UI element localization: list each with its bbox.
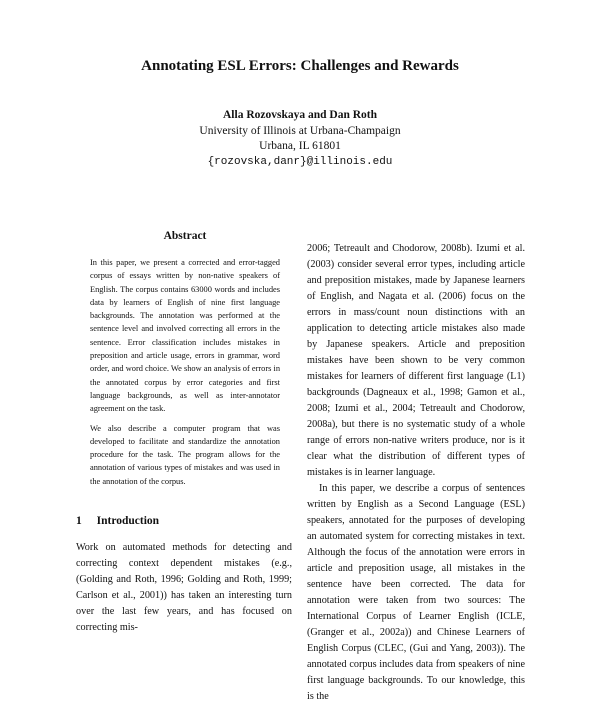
section-heading-introduction (76, 515, 159, 527)
paper-title: Annotating ESL Errors: Challenges and Rewards (141, 58, 459, 74)
author-affiliation: University of Illinois at Urbana-Champaign (199, 124, 401, 137)
introduction-body (76, 540, 292, 636)
body-paragraph: 2006; Tetreault and Chodorow, 2008b). Izumi et al. (2003) consider several error types, including article and preposition mistakes, made by Japanese learners of English, and Nagata et al. (2006) focus on the errors in mass/count noun distinctions with an application to detecting article mistakes also made by Japanese speakers. Article and preposition mistakes have been shown to be very common mistakes for learners of different first language (L1) backgrounds (Dagneaux et al., 1998; Gamon et al., 2008; Izumi et al., 2004; Tetreault and Chodorow, 2008a), but there is no systematic study of a whole range of errors non-native writers produce, nor is it clear what the distribution of different types of mistakes is in learner language. (307, 243, 525, 478)
right-column-body (307, 241, 525, 705)
abstract-body (90, 256, 280, 488)
section-title: Introduction (96, 515, 160, 527)
body-paragraph: In this paper, we describe a corpus of sentences written by English as a Second Language (ESL) speakers, annotated for the purposes of developing an automated system for correcting mistakes in text. Although the focus of the annotation were errors in article and preposition usage, all mistakes in the sentence have been corrected. The data for annotation were taken from two sources: The International Corpus of Learner English (ICLE, (Granger et al., 2002a)) and Chinese Learners of English Corpus (CLEC, (Gui and Yang, 2003)). The annotated corpus includes data from speakers of nine first language backgrounds. To our knowledge, this is the (307, 483, 525, 702)
author-block (0, 108, 600, 170)
abstract-heading: Abstract (163, 230, 207, 242)
author-email: {rozovska,danr}@illinois.edu (207, 155, 393, 168)
author-names: Alla Rozovskaya and Dan Roth (223, 109, 377, 121)
abstract-paragraph: We also describe a computer program that was developed to facilitate and standardize the annotation procedure for the task. The program allows for the annotation of various types of mistakes and was used in the annotation of the corpus. (90, 423, 280, 486)
body-paragraph: Work on automated methods for detecting and correcting context dependent mistakes (e.g., (Golding and Roth, 1996; Golding and Roth, 1999; Carlson et al., 2001)) has taken an interesting turn over the last few years, and has focused on correcting mis- (76, 542, 292, 633)
author-address: Urbana, IL 61801 (259, 140, 341, 152)
section-number: 1 (76, 515, 82, 527)
abstract-paragraph: In this paper, we present a corrected and error-tagged corpus of essays written by non-native speakers of English. The corpus contains 63000 words and includes data by learners of English of nine first language backgrounds. The annotation was performed at the sentence level and involved correcting all errors in the sentence. Error classification includes mistakes in preposition and article usage, errors in grammar, word order, and word choice. We show an analysis of errors in the annotated corpus by error categories and first language backgrounds, as well as inter-annotator agreement on the task. (90, 258, 281, 414)
